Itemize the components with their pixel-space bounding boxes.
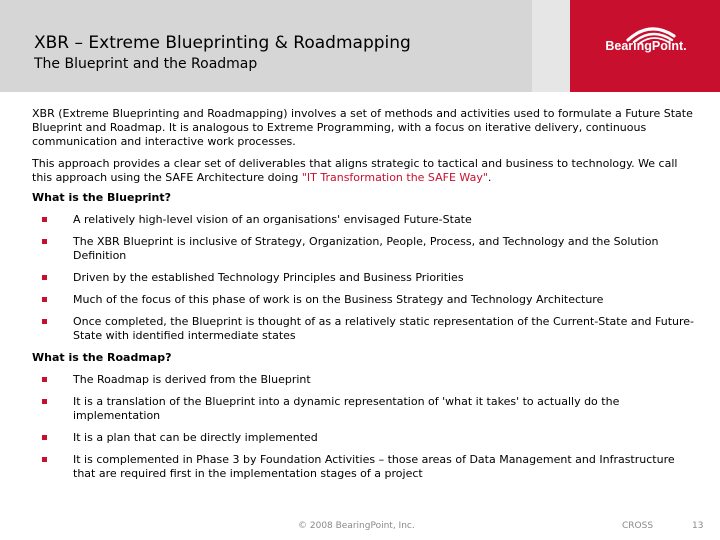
list-item-text: Driven by the established Technology Principles and Business Priorities xyxy=(73,271,464,284)
bullet-square-icon xyxy=(42,377,47,382)
list-item-text: A relatively high-level vision of an organisations' envisaged Future-State xyxy=(73,213,472,226)
list-item-text: It is a translation of the Blueprint into a dynamic representation of 'what it takes' to actually do the implementation xyxy=(73,395,620,422)
list-item-text: It is a plan that can be directly implemented xyxy=(73,431,318,444)
list-item xyxy=(32,213,700,227)
bullet-square-icon xyxy=(42,297,47,302)
bullet-square-icon xyxy=(42,399,47,404)
approach-paragraph xyxy=(32,157,700,185)
blueprint-list xyxy=(32,213,700,343)
page-number: 13 xyxy=(692,521,704,531)
slide-header xyxy=(0,0,720,92)
bullet-square-icon xyxy=(42,275,47,280)
bullet-square-icon xyxy=(42,319,47,324)
roadmap-list xyxy=(32,373,700,481)
list-item-text: Much of the focus of this phase of work is on the Business Strategy and Technology Architecture xyxy=(73,293,604,306)
list-item xyxy=(32,315,700,343)
safe-way-highlight: "IT Transformation the SAFE Way" xyxy=(301,171,488,184)
list-item xyxy=(32,293,700,307)
list-item xyxy=(32,271,700,285)
list-item xyxy=(32,373,700,387)
approach-text: This approach provides a clear set of deliverables that aligns strategic to tactical and business to technology. We call this approach using the SAFE Architecture doing xyxy=(32,157,678,184)
list-item-text: The Roadmap is derived from the Blueprint xyxy=(73,373,311,386)
bullet-square-icon xyxy=(42,217,47,222)
list-item xyxy=(32,431,700,445)
slide-subtitle: The Blueprint and the Roadmap xyxy=(34,56,258,72)
bullet-square-icon xyxy=(42,457,47,462)
logo-wordmark: BearingPoint. xyxy=(605,39,687,53)
footer-label: CROSS xyxy=(622,521,654,531)
list-item-text: The XBR Blueprint is inclusive of Strategy, Organization, People, Process, and Technology and the Solution Definition xyxy=(73,235,659,262)
blueprint-heading: What is the Blueprint? xyxy=(32,191,171,204)
roadmap-heading: What is the Roadmap? xyxy=(32,351,172,364)
list-item xyxy=(32,235,700,263)
approach-end: . xyxy=(487,171,492,184)
slide-body xyxy=(32,107,700,489)
bullet-square-icon xyxy=(42,239,47,244)
list-item xyxy=(32,395,700,423)
bullet-square-icon xyxy=(42,435,47,440)
intro-paragraph: XBR (Extreme Blueprinting and Roadmapping) involves a set of methods and activities used to formulate a Future State Blueprint and Roadmap. It is analogous to Extreme Programming, with a focus on iterative delivery, continuous communication and interactive work processes. xyxy=(32,107,693,148)
slide-title: XBR – Extreme Blueprinting & Roadmapping xyxy=(34,33,411,53)
list-item-text: Once completed, the Blueprint is thought of as a relatively static representation of the Current-State and Future-State with identified intermediate states xyxy=(73,315,695,342)
footer-copyright: © 2008 BearingPoint, Inc. xyxy=(298,521,415,531)
list-item xyxy=(32,453,700,481)
list-item-text: It is complemented in Phase 3 by Foundation Activities – those areas of Data Management and Infrastructure that are required first in the implementation stages of a project xyxy=(73,453,675,480)
header-strip xyxy=(532,0,570,92)
